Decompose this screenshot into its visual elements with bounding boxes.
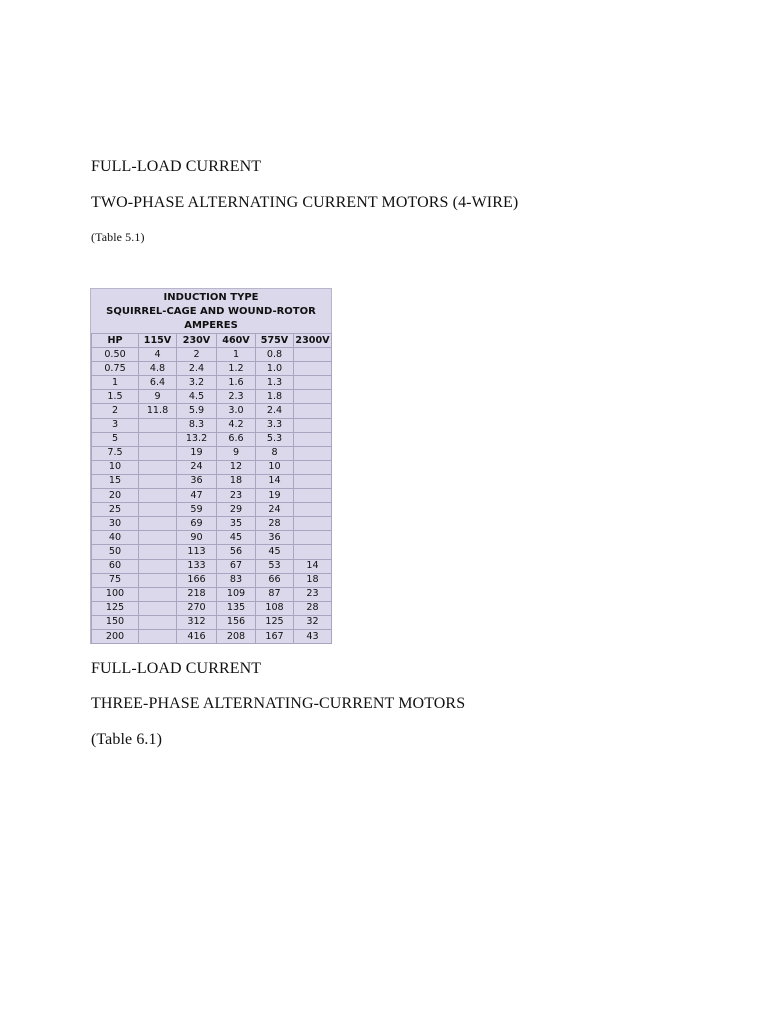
table-cell: 1.2	[217, 362, 256, 376]
table-cell: 40	[92, 531, 139, 545]
table-row	[92, 418, 332, 432]
table-cell	[294, 432, 332, 446]
table-cell: 23	[217, 489, 256, 503]
table-cell	[294, 545, 332, 559]
table-cell: 20	[92, 489, 139, 503]
table-row	[92, 559, 332, 573]
table-cell	[139, 517, 177, 531]
table-cell: 36	[177, 474, 217, 488]
table-cell	[139, 531, 177, 545]
table-cell: 90	[177, 531, 217, 545]
section2-subheading: THREE-PHASE ALTERNATING-CURRENT MOTORS	[91, 695, 466, 712]
col-header-460v: 460V	[217, 334, 256, 348]
table-cell	[139, 489, 177, 503]
table-cell: 3.3	[256, 418, 294, 432]
table-cell: 3	[92, 418, 139, 432]
full-load-current-table	[90, 288, 332, 644]
table-cell	[139, 573, 177, 587]
table-cell: 5	[92, 432, 139, 446]
table-row	[92, 615, 332, 629]
table-row	[92, 545, 332, 559]
table-cell	[294, 348, 332, 362]
table-cell: 10	[92, 460, 139, 474]
table-cell: 32	[294, 615, 332, 629]
table-cell	[139, 460, 177, 474]
table-cell: 2	[92, 404, 139, 418]
section1-heading: FULL-LOAD CURRENT	[91, 158, 262, 175]
table-cell: 125	[92, 601, 139, 615]
table-cell	[139, 629, 177, 643]
table-cell: 108	[256, 601, 294, 615]
table-title-line-2: SQUIRREL-CAGE AND WOUND-ROTOR	[106, 306, 316, 317]
table-cell: 218	[177, 587, 217, 601]
table-cell: 2.4	[177, 362, 217, 376]
table-cell: 200	[92, 629, 139, 643]
table-cell: 4.8	[139, 362, 177, 376]
table-cell: 1	[217, 348, 256, 362]
table-cell: 25	[92, 503, 139, 517]
table-cell: 30	[92, 517, 139, 531]
table-cell: 29	[217, 503, 256, 517]
table-cell	[294, 362, 332, 376]
table-title	[91, 289, 331, 333]
table-row	[92, 517, 332, 531]
section1-subheading: TWO-PHASE ALTERNATING CURRENT MOTORS (4-WIRE)	[91, 194, 519, 211]
table-cell: 8.3	[177, 418, 217, 432]
table-cell	[139, 418, 177, 432]
table-cell: 4	[139, 348, 177, 362]
table-cell	[294, 531, 332, 545]
table-cell: 24	[256, 503, 294, 517]
table-cell: 135	[217, 601, 256, 615]
table-cell: 5.9	[177, 404, 217, 418]
table-cell: 75	[92, 573, 139, 587]
table-cell: 69	[177, 517, 217, 531]
table-cell: 113	[177, 545, 217, 559]
table-cell	[139, 601, 177, 615]
table-cell: 2	[177, 348, 217, 362]
table-cell: 87	[256, 587, 294, 601]
table-cell: 9	[217, 446, 256, 460]
table-cell	[139, 559, 177, 573]
table-row	[92, 362, 332, 376]
table-row	[92, 489, 332, 503]
table-cell: 45	[256, 545, 294, 559]
table-cell	[294, 460, 332, 474]
table-row	[92, 460, 332, 474]
table-cell: 19	[256, 489, 294, 503]
table-cell: 35	[217, 517, 256, 531]
table-row	[92, 531, 332, 545]
table-row	[92, 503, 332, 517]
section2-table-ref: (Table 6.1)	[91, 731, 163, 748]
table-cell: 36	[256, 531, 294, 545]
section1-table-ref: (Table 5.1)	[91, 230, 145, 244]
table-cell: 3.0	[217, 404, 256, 418]
table-cell	[139, 432, 177, 446]
table-cell: 0.50	[92, 348, 139, 362]
table-cell	[294, 474, 332, 488]
table-body	[92, 348, 332, 644]
table-cell: 28	[294, 601, 332, 615]
table-cell: 45	[217, 531, 256, 545]
table-cell: 312	[177, 615, 217, 629]
table-cell: 109	[217, 587, 256, 601]
table-row	[92, 601, 332, 615]
table-cell: 100	[92, 587, 139, 601]
table-cell: 56	[217, 545, 256, 559]
table-cell	[139, 446, 177, 460]
table-cell: 0.8	[256, 348, 294, 362]
table-cell: 1.6	[217, 376, 256, 390]
table-cell	[294, 390, 332, 404]
table-cell: 19	[177, 446, 217, 460]
col-header-575v: 575V	[256, 334, 294, 348]
table-cell: 2.3	[217, 390, 256, 404]
col-header-230v: 230V	[177, 334, 217, 348]
table-cell: 1.5	[92, 390, 139, 404]
table-cell	[294, 517, 332, 531]
table-cell	[139, 503, 177, 517]
table-cell: 4.2	[217, 418, 256, 432]
table-cell: 12	[217, 460, 256, 474]
table-cell	[139, 615, 177, 629]
col-header-2300v: 2300V	[294, 334, 332, 348]
table-cell	[294, 376, 332, 390]
table-cell: 133	[177, 559, 217, 573]
table-cell: 6.6	[217, 432, 256, 446]
table-cell: 14	[256, 474, 294, 488]
table-cell: 166	[177, 573, 217, 587]
table-cell: 1.0	[256, 362, 294, 376]
table-cell: 14	[294, 559, 332, 573]
table-cell: 18	[294, 573, 332, 587]
table-cell: 2.4	[256, 404, 294, 418]
table-cell	[294, 418, 332, 432]
table-row	[92, 629, 332, 643]
table-row	[92, 432, 332, 446]
table-cell	[294, 404, 332, 418]
table-row	[92, 348, 332, 362]
col-header-115v: 115V	[139, 334, 177, 348]
table-cell: 53	[256, 559, 294, 573]
table-cell: 47	[177, 489, 217, 503]
table-cell: 28	[256, 517, 294, 531]
table-cell: 43	[294, 629, 332, 643]
table-cell: 15	[92, 474, 139, 488]
table-cell: 59	[177, 503, 217, 517]
table-cell: 6.4	[139, 376, 177, 390]
table-cell: 416	[177, 629, 217, 643]
table-cell: 10	[256, 460, 294, 474]
table-cell: 270	[177, 601, 217, 615]
table-cell: 23	[294, 587, 332, 601]
table-cell: 4.5	[177, 390, 217, 404]
table-cell: 24	[177, 460, 217, 474]
table-cell: 66	[256, 573, 294, 587]
table-cell: 13.2	[177, 432, 217, 446]
table-cell: 67	[217, 559, 256, 573]
table-cell: 7.5	[92, 446, 139, 460]
table-cell: 125	[256, 615, 294, 629]
table-row	[92, 474, 332, 488]
table-cell	[294, 503, 332, 517]
section2-heading: FULL-LOAD CURRENT	[91, 660, 262, 677]
table-cell: 1.3	[256, 376, 294, 390]
table-cell	[294, 446, 332, 460]
table-cell: 0.75	[92, 362, 139, 376]
table-cell: 3.2	[177, 376, 217, 390]
table-row	[92, 587, 332, 601]
table-cell: 8	[256, 446, 294, 460]
table-title-line-3: AMPERES	[184, 320, 238, 331]
table-cell: 208	[217, 629, 256, 643]
table-cell: 1.8	[256, 390, 294, 404]
table-cell: 150	[92, 615, 139, 629]
table-cell: 18	[217, 474, 256, 488]
table-cell: 50	[92, 545, 139, 559]
table-cell: 11.8	[139, 404, 177, 418]
table-row	[92, 573, 332, 587]
table-title-line-1: INDUCTION TYPE	[163, 292, 259, 303]
table-cell	[139, 587, 177, 601]
col-header-hp: HP	[92, 334, 139, 348]
table-header-row	[92, 334, 332, 348]
table-row	[92, 390, 332, 404]
table-cell: 1	[92, 376, 139, 390]
table-cell: 167	[256, 629, 294, 643]
table-cell: 60	[92, 559, 139, 573]
table-cell	[294, 489, 332, 503]
table-cell: 5.3	[256, 432, 294, 446]
table-row	[92, 446, 332, 460]
table-cell	[139, 545, 177, 559]
table-cell: 83	[217, 573, 256, 587]
table-cell: 156	[217, 615, 256, 629]
table-row	[92, 404, 332, 418]
table-row	[92, 376, 332, 390]
table-cell	[139, 474, 177, 488]
table-cell: 9	[139, 390, 177, 404]
amperes-grid	[91, 333, 332, 644]
